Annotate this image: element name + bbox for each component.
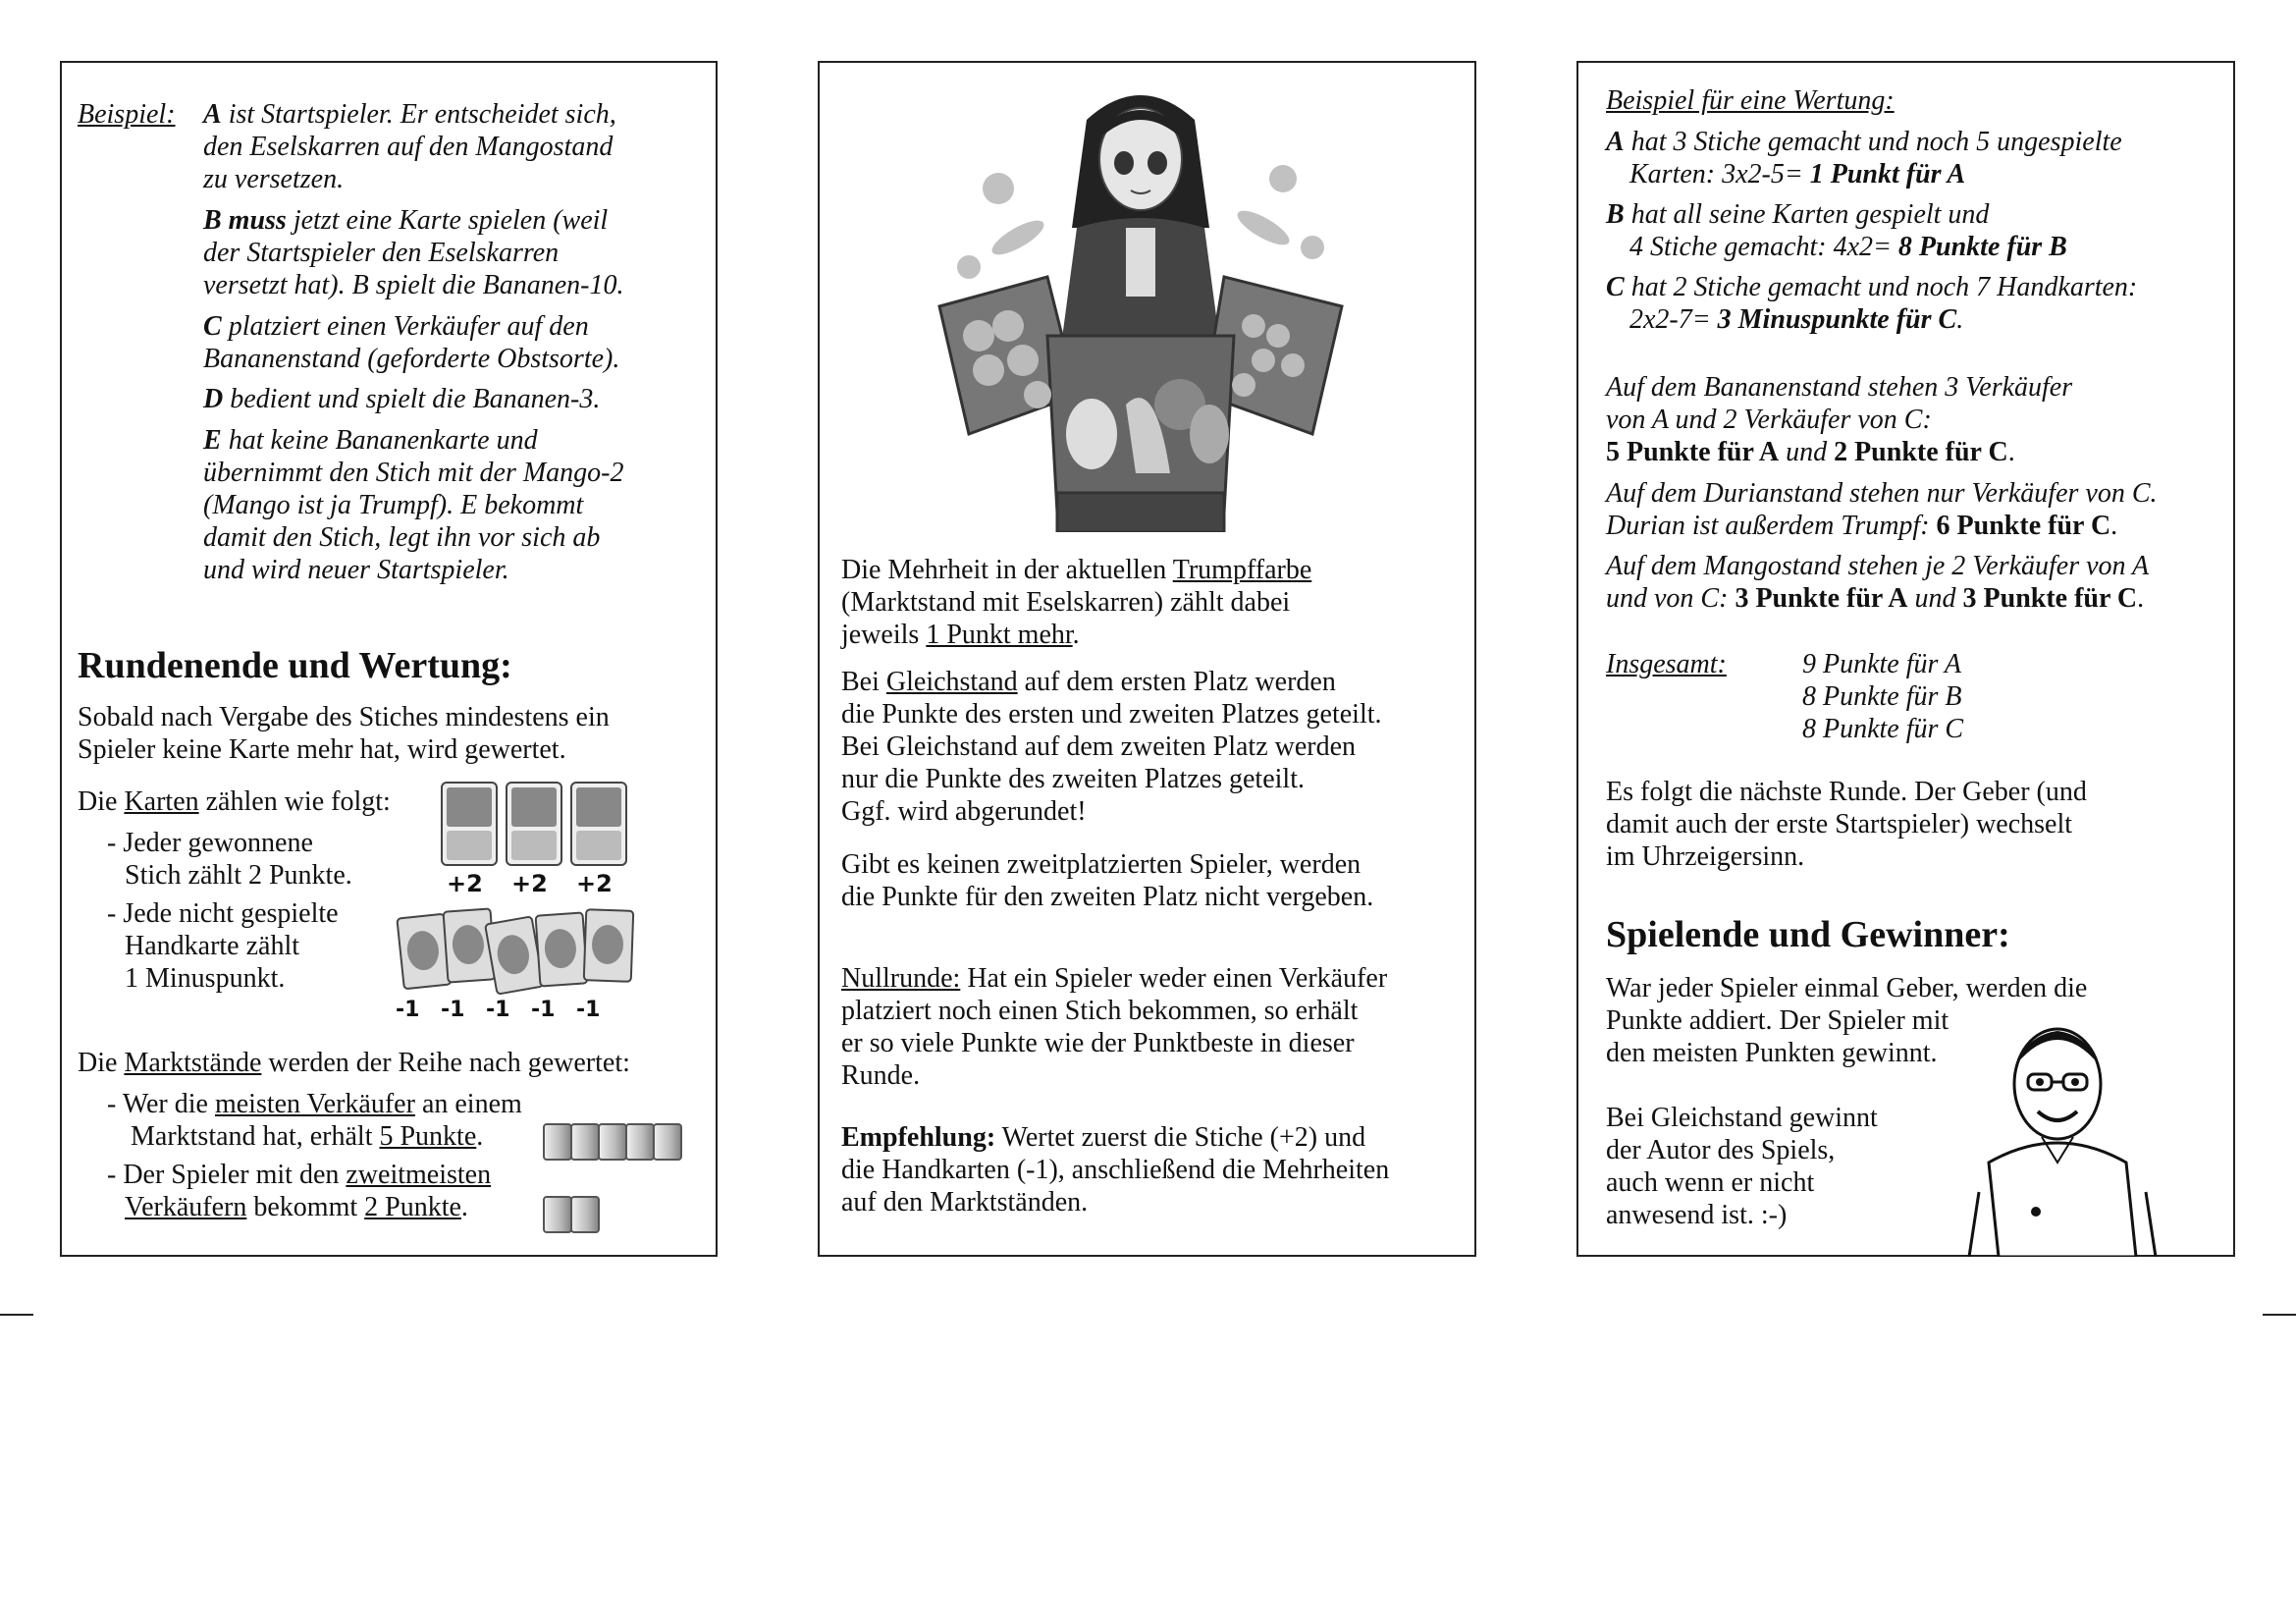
- example-player-e: E hat keine Bananenkarte und übernimmt den Stich mit der Mango-2 (Mango ist ja Trumpf). E bekommt damit den Stich, legt ihn vor sich ab und wird neuer Startspieler.: [203, 425, 624, 585]
- scoring-example-a: A hat 3 Stiche gemacht und noch 5 ungespielte Karten: 3x2-5= 1 Punkt für A: [1606, 127, 2122, 189]
- hand-card-icon: [534, 911, 588, 987]
- no-second-place-text: Gibt es keinen zweitplatzierten Spieler, werden die Punkte für den zweiten Platz nicht vergeben.: [841, 849, 1374, 912]
- scoring-example-b: B hat all seine Karten gespielt und 4 Stiche gemacht: 4x2= 8 Punkte für B: [1606, 199, 2067, 262]
- plus-two-label: +2: [576, 870, 613, 897]
- example-player-c: C platziert einen Verkäufer auf den Bananenstand (geforderte Obstsorte).: [203, 311, 620, 374]
- tie-rule-text: Bei Gleichstand auf dem ersten Platz werden die Punkte des ersten und zweiten Platzes geteilt. Bei Gleichstand auf dem zweiten Platz werden nur die Punkte des zweiten Platzes geteilt. Ggf. wird abgerundet!: [841, 667, 1382, 827]
- mango-stand-example: Auf dem Mangostand stehen je 2 Verkäufer von A und von C: 3 Punkte für A und 3 Punkte für C.: [1606, 551, 2150, 614]
- rules-panel-left: [60, 61, 718, 1257]
- minus-one-label: -1: [396, 998, 420, 1022]
- example-player-a: A ist Startspieler. Er entscheidet sich, den Eselskarren auf den Mangostand zu versetzen.: [203, 99, 616, 194]
- minus-one-label: -1: [441, 998, 465, 1022]
- trick-card-icon: [506, 782, 562, 866]
- plus-two-label: +2: [447, 870, 483, 897]
- plus-two-label: +2: [511, 870, 548, 897]
- scoring-example-c: C hat 2 Stiche gemacht und noch 7 Handkarten: 2x2-7= 3 Minuspunkte für C.: [1606, 272, 2138, 335]
- fruit-vendor-illustration: [930, 81, 1352, 532]
- game-end-text: War jeder Spieler einmal Geber, werden die Punkte addiert. Der Spieler mit den meisten Punkten gewinnt.: [1606, 973, 2088, 1068]
- bullet-second-sellers: - Der Spieler mit den zweitmeisten Verkäufern bekommt 2 Punkte.: [107, 1160, 492, 1222]
- seller-cube-icon: [543, 1123, 572, 1161]
- cut-mark-right: [2263, 1314, 2296, 1316]
- bullet-most-sellers: - Wer die meisten Verkäufer an einem Marktstand hat, erhält 5 Punkte.: [107, 1089, 522, 1152]
- tie-winner-text: Bei Gleichstand gewinnt der Autor des Spiels, auch wenn er nicht anwesend ist. :-): [1606, 1103, 1878, 1230]
- null-round-text: Nullrunde: Hat ein Spieler weder einen Verkäufer platziert noch einen Stich bekommen, so erhält er so viele Punkte wie der Punktbeste in dieser Runde.: [841, 963, 1388, 1091]
- seller-cube-icon: [598, 1123, 627, 1161]
- example-player-d: D bedient und spielt die Bananen-3.: [203, 384, 601, 414]
- round-end-intro: Sobald nach Vergabe des Stiches mindestens ein Spieler keine Karte mehr hat, wird gewertet.: [78, 702, 610, 765]
- cut-mark-left: [0, 1314, 33, 1316]
- recommendation-text: Empfehlung: Wertet zuerst die Stiche (+2) und die Handkarten (-1), anschließend die Mehrheiten auf den Marktständen.: [841, 1122, 1390, 1218]
- trick-card-icon: [441, 782, 498, 866]
- trick-card-icon: [570, 782, 627, 866]
- rules-panel-right: [1576, 61, 2235, 1257]
- total-label: Insgesamt:: [1606, 649, 1727, 679]
- durian-stand-example: Auf dem Durianstand stehen nur Verkäufer von C. Durian ist außerdem Trumpf: 6 Punkte für C.: [1606, 478, 2158, 541]
- stands-scoring-line: Die Marktstände werden der Reihe nach gewertet:: [78, 1048, 630, 1078]
- majority-rule-text: Die Mehrheit in der aktuellen Trumpffarbe (Marktstand mit Eselskarren) zählt dabei jeweils 1 Punkt mehr.: [841, 555, 1312, 650]
- next-round-text: Es folgt die nächste Runde. Der Geber (und damit auch der erste Startspieler) wechselt im Uhrzeigersinn.: [1606, 777, 2087, 872]
- author-portrait: [1959, 1015, 2165, 1257]
- example-label: Beispiel:: [78, 99, 176, 130]
- bullet-trick-points: - Jeder gewonnene Stich zählt 2 Punkte.: [107, 828, 352, 891]
- minus-one-label: -1: [576, 998, 601, 1022]
- game-end-heading: Spielende und Gewinner:: [1606, 914, 2010, 955]
- banana-stand-example: Auf dem Bananenstand stehen 3 Verkäufer von A und 2 Verkäufer von C: 5 Punkte für A und 2 Punkte für C.: [1606, 372, 2073, 467]
- minus-one-label: -1: [531, 998, 556, 1022]
- seller-cube-icon: [570, 1123, 600, 1161]
- total-scores: 9 Punkte für A 8 Punkte für B 8 Punkte für C: [1802, 649, 1964, 744]
- hand-card-icon: [583, 908, 635, 983]
- cards-scoring-line: Die Karten zählen wie folgt:: [78, 786, 391, 817]
- rules-panel-middle: [818, 61, 1476, 1257]
- seller-cube-icon: [653, 1123, 682, 1161]
- scoring-example-heading: Beispiel für eine Wertung:: [1606, 85, 1895, 116]
- seller-cube-icon: [570, 1196, 600, 1233]
- seller-cube-icon: [625, 1123, 655, 1161]
- bullet-hand-card-minus: - Jede nicht gespielte Handkarte zählt 1 Minuspunkt.: [107, 898, 339, 994]
- example-player-b: B muss jetzt eine Karte spielen (weil der Startspieler den Eselskarren versetzt hat). B spielt die Bananen-10.: [203, 205, 624, 300]
- round-end-heading: Rundenende und Wertung:: [78, 645, 512, 686]
- minus-one-label: -1: [486, 998, 510, 1022]
- seller-cube-icon: [543, 1196, 572, 1233]
